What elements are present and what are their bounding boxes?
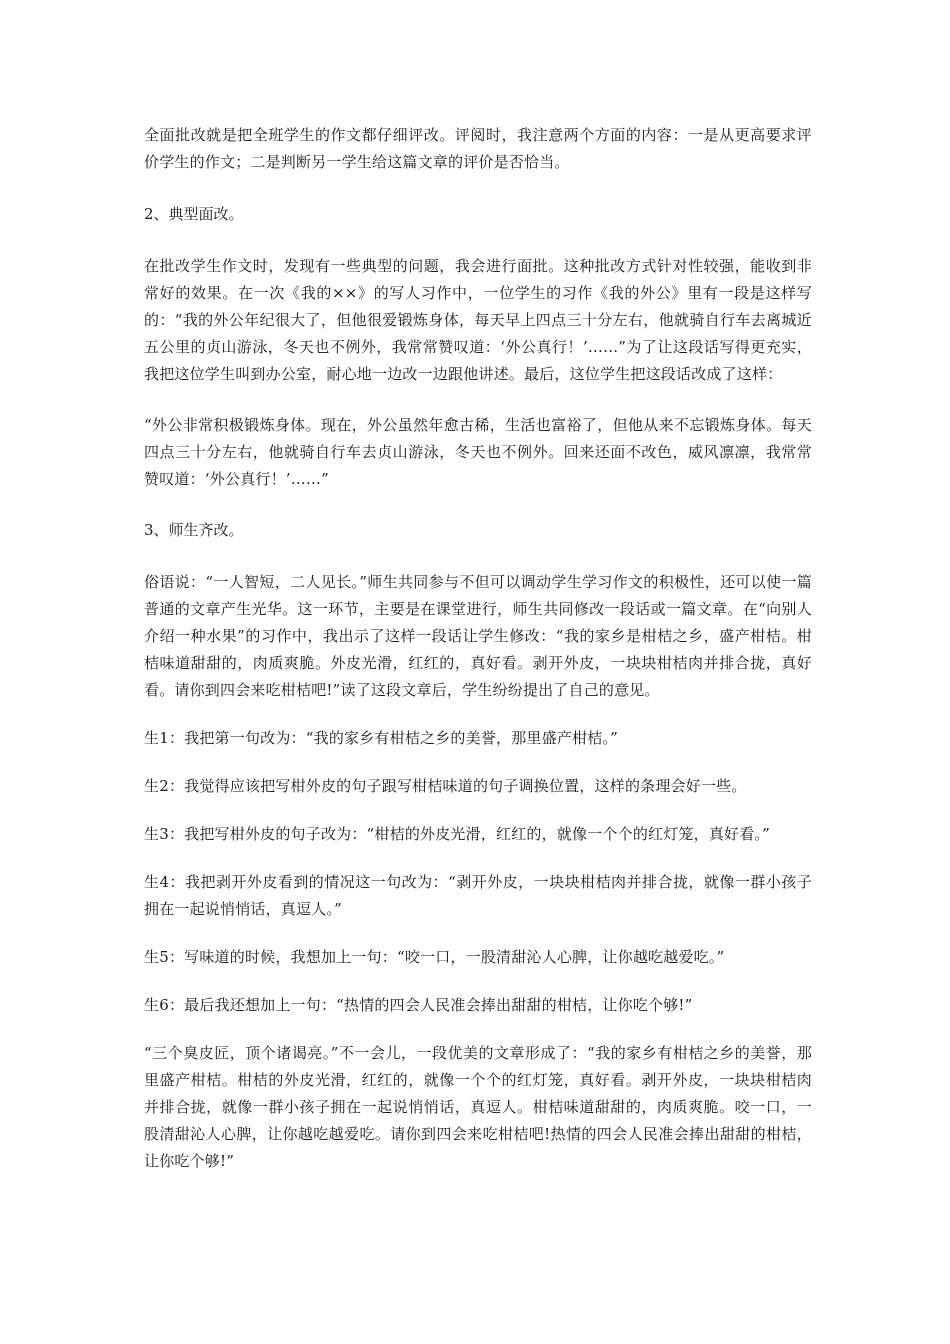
paragraph-typical-correction: 在批改学生作文时，发现有一些典型的问题，我会进行面批。这种批改方式针对性较强，能收到非常好的效果。在一次《我的××》的写人习作中，一位学生的习作《我的外公》里有一段是这样写的：“我的外公年纪很大了，但他很爱锻炼身体，每天早上四点三十分左右，他就骑自行车去离城近五公里的贞山游泳，冬天也不例外，我常常赞叹道：‘外公真行！’……”为了让这段话写得更充实，我把这位学生叫到办公室，耐心地一边改一边跟他讲述。最后，这位学生把这段话改成了这样： bbox=[144, 257, 812, 383]
student-3-comment: 生3：我把写柑外皮的句子改为：“柑桔的外皮光滑，红红的，就像一个个的红灯笼，真好看。” bbox=[144, 825, 770, 843]
student-2-comment: 生2：我觉得应该把写柑外皮的句子跟写柑桔味道的句子调换位置，这样的条理会好一些。 bbox=[144, 777, 747, 795]
paragraph-full-correction: 全面批改就是把全班学生的作文都仔细评改。评阅时，我注意两个方面的内容：一是从更高要求评价学生的作文；二是判断另一学生给这篇文章的评价是否恰当。 bbox=[144, 126, 812, 171]
section-heading-typical-correction: 2、典型面改。 bbox=[144, 205, 244, 223]
student-1-comment: 生1：我把第一句改为：“我的家乡有柑桔之乡的美誉，那里盛产柑桔。” bbox=[144, 729, 618, 747]
section-heading-joint-correction: 3、师生齐改。 bbox=[144, 521, 244, 539]
student-5-comment: 生5：写味道的时候，我想加上一句：“咬一口，一股清甜沁人心脾，让你越吃越爱吃。” bbox=[144, 948, 725, 966]
paragraph-revised-grandpa: “外公非常积极锻炼身体。现在，外公虽然年愈古稀，生活也富裕了，但他从来不忘锻炼身体。每天四点三十分左右，他就骑自行车去贞山游泳，冬天也不例外。回来还面不改色，威风凛凛，我常常赞叹道：‘外公真行！’……” bbox=[144, 416, 812, 488]
document-page bbox=[144, 122, 812, 1175]
student-6-comment: 生6：最后我还想加上一句：“热情的四会人民准会捧出甜甜的柑桔，让你吃个够!” bbox=[144, 996, 693, 1014]
student-4-comment: 生4：我把剥开外皮看到的情况这一句改为：“剥开外皮，一块块柑桔肉并排合拢，就像一群小孩子拥在一起说悄悄话，真逗人。” bbox=[144, 873, 812, 918]
paragraph-joint-correction: 俗语说：“一人智短，二人见长。”师生共同参与不但可以调动学生学习作文的积极性，还可以使一篇普通的文章产生光华。这一环节，主要是在课堂进行，师生共同修改一段话或一篇文章。在“向别人介绍一种水果”的习作中，我出示了这样一段话让学生修改：“我的家乡是柑桔之乡，盛产柑桔。柑桔味道甜甜的，肉质爽脆。外皮光滑，红红的，真好看。剥开外皮，一块块柑桔肉并排合拢，真好看。请你到四会来吃柑桔吧!”读了这段文章后，学生纷纷提出了自己的意见。 bbox=[144, 573, 812, 699]
paragraph-final-text: “三个臭皮匠，顶个诸谒亮。”不一会儿，一段优美的文章形成了：“我的家乡有柑桔之乡的美誉，那里盛产柑桔。柑桔的外皮光滑，红红的，就像一个个的红灯笼，真好看。剥开外皮，一块块柑桔肉并排合拢，就像一群小孩子拥在一起说悄悄话，真逗人。柑桔味道甜甜的，肉质爽脆。咬一口，一股清甜沁人心脾，让你越吃越爱吃。请你到四会来吃柑桔吧!热情的四会人民准会捧出甜甜的柑桔，让你吃个够!” bbox=[144, 1044, 812, 1170]
